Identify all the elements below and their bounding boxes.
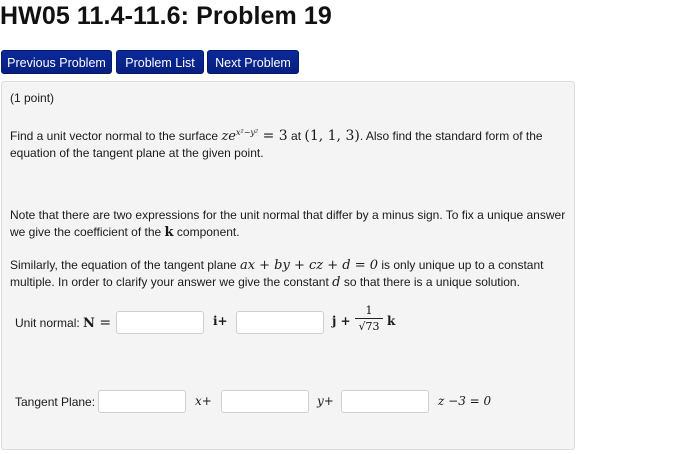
tangent-plane-label: Tangent Plane:	[15, 395, 96, 409]
next-problem-button[interactable]: Next Problem	[207, 50, 299, 74]
normal-j-input[interactable]	[236, 311, 324, 334]
points-label: (1 point)	[10, 91, 55, 105]
j-plus-label: j +	[332, 314, 351, 328]
i-plus-label: i+	[213, 314, 228, 328]
sim-line2a: multiple. In order to clarify your answer we give the constant	[10, 275, 333, 289]
note-line1: Note that there are two expressions for the unit normal that differ by a minus sign. To fix a unique answer	[10, 208, 566, 222]
previous-problem-button[interactable]: Previous Problem	[1, 50, 112, 74]
sim-line1a: Similarly, the equation of the tangent plane	[10, 258, 240, 272]
z-constant-label: z −3 = 0	[438, 394, 492, 408]
intro-tail: . Also find the standard form of the	[359, 129, 543, 143]
page-title: HW05 11.4-11.6: Problem 19	[0, 2, 332, 30]
intro-line2: equation of the tangent plane at the given point.	[10, 146, 264, 160]
problem-list-button[interactable]: Problem List	[116, 50, 204, 74]
N-symbol: N	[83, 316, 95, 331]
surface-rhs: = 3	[258, 128, 288, 144]
note-paragraph	[10, 207, 565, 241]
d-symbol: d	[332, 275, 341, 290]
unit-normal-text: Unit normal:	[15, 316, 84, 330]
surface-z: ze	[221, 129, 236, 144]
given-point: (1, 1, 3)	[304, 128, 360, 144]
sim-line1b: is only unique up to a constant	[378, 258, 544, 272]
unit-normal-label	[15, 315, 111, 331]
similarly-paragraph	[10, 257, 544, 291]
k-label: k	[387, 314, 396, 328]
plane-z-input[interactable]	[341, 390, 429, 413]
fraction-numerator: 1	[355, 304, 383, 319]
intro-text: Find a unit vector normal to the surface	[10, 129, 222, 143]
problem-panel	[1, 81, 575, 450]
plane-y-input[interactable]	[221, 390, 309, 413]
y-plus-label: y+	[317, 394, 334, 408]
surface-exponent: x²−y²	[235, 128, 259, 137]
k-symbol: k	[164, 225, 174, 240]
note-line2b: component.	[173, 225, 240, 239]
equals-sign: =	[94, 315, 112, 331]
plane-equation: ax + by + cz + d = 0	[239, 258, 379, 273]
x-plus-label: x+	[195, 394, 212, 408]
problem-intro	[10, 124, 543, 162]
sim-line2b: so that there is a unique solution.	[340, 275, 520, 289]
k-coefficient-fraction	[355, 304, 383, 335]
intro-at: at	[287, 129, 305, 143]
fraction-denominator: √73	[358, 320, 380, 333]
plane-x-input[interactable]	[98, 390, 186, 413]
note-line2a: we give the coefficient of the	[10, 225, 165, 239]
normal-i-input[interactable]	[116, 311, 204, 334]
